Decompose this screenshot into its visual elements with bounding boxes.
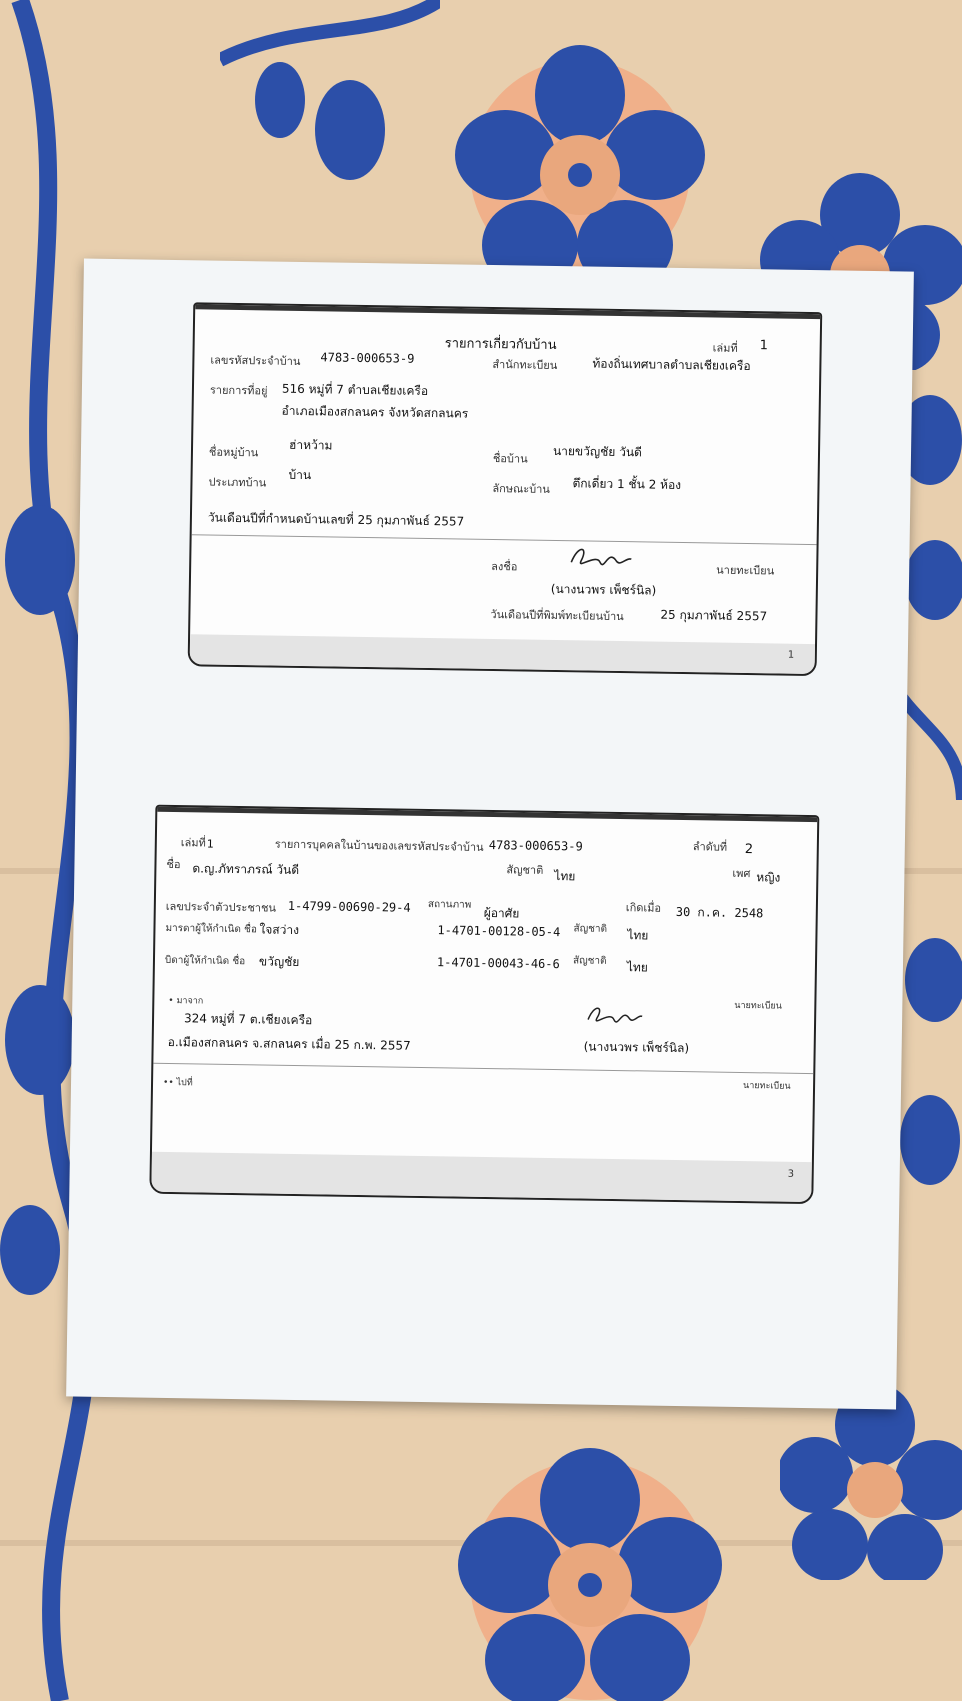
registrar-label: นายทะเบียน (734, 1000, 782, 1012)
print-date-label: วันเดือนปีที่พิมพ์ทะเบียนบ้าน (490, 607, 624, 624)
name-label: ชื่อ (166, 857, 181, 872)
moved-to-label: •• ไปที่ (162, 1077, 193, 1089)
moved-from-line-1: 324 หมู่ที่ 7 ต.เชียงเครือ (183, 1011, 313, 1028)
sex-label: เพศ (732, 866, 751, 881)
house-type-label: ประเภทบ้าน (208, 475, 267, 490)
registrar-name: (นางนวพร เพ็ชร์นิล) (550, 581, 657, 598)
floor-flower-decoration (430, 40, 730, 300)
status-value: ผู้อาศัย (483, 905, 520, 921)
moved-from-line-2: อ.เมืองสกลนคร จ.สกลนคร เมื่อ 25 ก.พ. 2557 (167, 1034, 411, 1053)
nationality-value: ไทย (554, 869, 576, 884)
order-label: ลำดับที่ (692, 840, 728, 854)
book-label: เล่มที่ (712, 341, 738, 355)
mother-label: มารดาผู้ให้กำเนิด ชื่อ (165, 922, 257, 936)
mother-id: 1-4701-00128-05-4 (437, 923, 561, 940)
house-feature-label: ลักษณะบ้าน (492, 481, 550, 496)
father-id: 1-4701-00043-46-6 (436, 955, 560, 972)
person-details-card (149, 805, 819, 1204)
mother-name: ใจสว่าง (259, 922, 300, 938)
house-id-value: 4783-000653-9 (488, 837, 583, 854)
card-title: รายการเกี่ยวกับบ้าน (444, 336, 557, 353)
floor-flower-decoration (430, 1430, 750, 1701)
status-label: สถานภาพ (427, 899, 472, 911)
card-footer-band (190, 634, 815, 674)
registrar-signature (566, 542, 636, 573)
date-assigned: วันเดือนปีที่กำหนดบ้านเลขที่ 25 กุมภาพันธ์ 2557 (207, 510, 465, 529)
registrar-label: นายทะเบียน (716, 563, 775, 578)
village-value: ฮ่าหว้าม (288, 437, 333, 453)
person-name: ด.ญ.ภัทราภรณ์ วันดี (192, 861, 300, 878)
card-top-edge (157, 807, 817, 822)
card-footer-band (151, 1152, 812, 1202)
book-number: 1 (206, 837, 214, 851)
house-id-label: เลขรหัสประจำบ้าน (210, 353, 301, 368)
card-top-edge (195, 304, 820, 319)
book-number: 1 (759, 338, 769, 354)
father-name: ขวัญชัย (258, 954, 300, 970)
registrar-label-2: นายทะเบียน (742, 1081, 791, 1092)
section-divider (192, 534, 817, 545)
born-value: 30 ก.ค. 2548 (675, 904, 764, 921)
office-value: ท้องถิ่นเทศบาลตำบลเชียงเครือ (592, 356, 751, 374)
page-number: 1 (787, 649, 795, 661)
mother-nationality-label: สัญชาติ (573, 923, 608, 935)
page-number: 3 (787, 1168, 795, 1180)
house-id-value: 4783-000653-9 (320, 350, 415, 366)
registrar-name: (นางนวพร เพ็ชร์นิล) (583, 1039, 690, 1056)
father-label: บิดาผู้ให้กำเนิด ชื่อ (164, 954, 246, 968)
village-label: ชื่อหมู่บ้าน (208, 445, 259, 460)
born-label: เกิดเมื่อ (625, 901, 662, 915)
citizen-id-value: 1-4799-00690-29-4 (287, 898, 411, 915)
section-divider (153, 1063, 813, 1074)
father-nationality-label: สัญชาติ (572, 955, 607, 967)
house-name-label: ชื่อบ้าน (492, 452, 528, 466)
house-name-value: นายขวัญชัย วันดี (552, 443, 642, 460)
address-line-1: 516 หมู่ที่ 7 ตำบลเชียงเครือ (281, 381, 429, 398)
moved-from-label: • มาจาก (168, 995, 204, 1007)
floor-leaf-decoration (220, 0, 440, 240)
floor-flower-decoration (780, 1380, 962, 1580)
office-label: สำนักทะเบียน (492, 357, 558, 372)
house-feature-value: ตึกเดี่ยว 1 ชั้น 2 ห้อง (572, 476, 682, 492)
card-title: รายการบุคคลในบ้านของเลขรหัสประจำบ้าน (274, 837, 484, 854)
house-type-value: บ้าน (288, 467, 312, 483)
father-nationality-value: ไทย (626, 960, 649, 975)
house-details-card (188, 302, 823, 676)
mother-nationality-value: ไทย (627, 928, 649, 943)
nationality-label: สัญชาติ (506, 863, 544, 877)
order-number: 2 (744, 842, 754, 858)
address-label: รายการที่อยู่ (209, 383, 268, 398)
printed-paper-sheet (66, 259, 914, 1410)
address-line-2: อำเภอเมืองสกลนคร จังหวัดสกลนคร (281, 403, 469, 421)
sign-label: ลงชื่อ (491, 559, 518, 574)
sex-value: หญิง (756, 870, 781, 885)
print-date-value: 25 กุมภาพันธ์ 2557 (660, 607, 768, 624)
book-label: เล่มที่ (180, 836, 206, 850)
citizen-id-label: เลขประจำตัวประชาชน (165, 899, 277, 915)
registrar-signature (584, 1002, 644, 1031)
